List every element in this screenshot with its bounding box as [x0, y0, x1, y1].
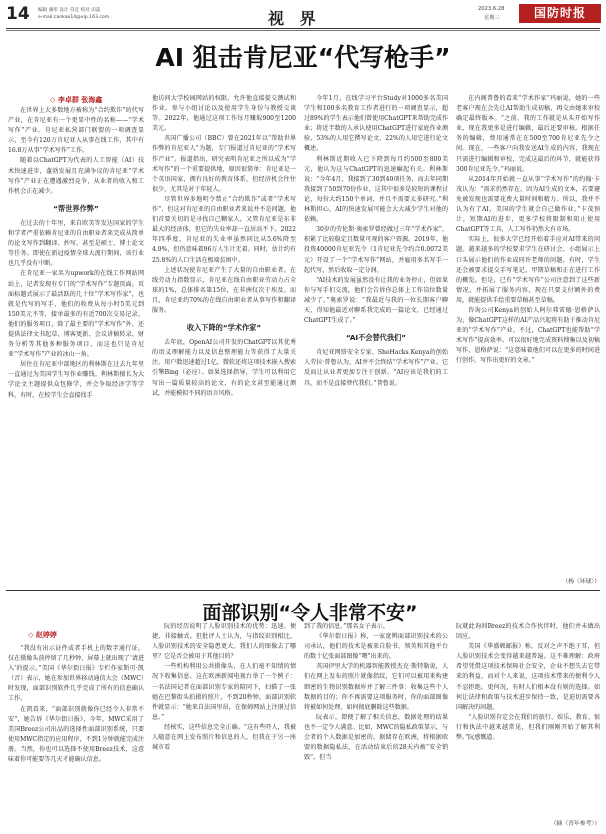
- paragraph: 在凯看来，“面部识别就像你已经令人非常不安”，她告诉《华尔街日报》，今年，MWC采用了美国Breez公司出品的选择性面部识别系统，只要使用MWC指定的应用程序，不到1分钟就能完成注册。当然，你也可以选择不使用Breez技术，这意味着你可能要等几天才能确认信息。: [8, 705, 144, 764]
- paragraph: 尽管世界多地明令禁止“合约欺诈”或者“学术写作”，但这对肯尼亚的自由职业者来说并不是问题，他们首要关切的是寻找自己糊家人。又管肯尼亚是东非最大的经济体，但它的失业率却一直居高不下。2022年四季度，肯尼亚的失业率虽然同比从5.6%降至4.9%，但仍意味着96万人生计无着。同时，估计约有25.8%的人口生活在极端贫困中。: [152, 195, 296, 264]
- paragraph: 在内阁普鲁的看来“学术作家”玛丽说，她的一些老客户现在会先让AI帮助生成初稿，再交由她来审校确定最终版本。“之前，我的工作就是从头开始写作业，现在我更多是进行编辑，最后还要审核。根据任务的编辑，费用通常在在500至700肯尼亚先令之间。现在，一些客户向我发送AI生成的内容，我现在只需进行编辑和审校，完成这最后的环节，就能获得300肯尼亚先令。”玛丽说。: [456, 95, 600, 173]
- email-line: e-mail:cankao14@vip.163.com: [38, 15, 110, 20]
- paragraph: 随着以ChatGPT为代表的人工智能（AI）技术快速进步，蓬勃发展且充满争议的肯尼亚“学术写作”产业正在遭遇激烈竞争，从业者的收入和工作机会正在减少。: [8, 157, 144, 195]
- article1-subheading-1: “帮世界作弊”: [53, 203, 99, 213]
- paragraph: 居住在肯尼亚中部地区的利林斯在过去九年里一直通过为美国学生写作业赚钱。利林斯擅长为大学论文主题提供众包修学，并会争取经济学等学科，有时，在校学生会直接找手: [8, 361, 144, 399]
- article1-headline: AI 狙击肯尼亚“代写枪手”: [155, 43, 451, 72]
- issue-date: 2023.6.28: [478, 6, 505, 12]
- paragraph: 去年底，OpenAI公司开发的ChatGPT以其优秀的语义理解能力以及信息整理能力等获得了大量关注，用户数迅速超过1亿，微软还将这项技术嵌入搜索引擎Bing（必应）。如果选择指导，学生可以利用它写出一篇质量较高的论文，有的论文甚至能通过测试，并能模拟不同的语言风格。: [152, 339, 296, 397]
- paragraph: 咨询公司Kenya的创始人阿尔弗雷德·恩格萨认为，像ChatGPT这样的AI产品兴起将有助于推动肯尼亚的“学术写作”产业。不过，ChatGPT也能帮助“学术写作”提高效率。可以很好地完成资料搜集以及初稿写作，恩格萨说：“这意味着他们可以在更多的时间进行创作，写作出更好的文章。”: [456, 306, 600, 365]
- paragraph: 阮表示，即便了解了相关信息，数据处理的结果也不一定令人满意。比如，MWC的隐私政策显示，与会者的个人数据是加密的，据储存在欧洲，将根据欧盟的数据隐私法，在活动结束后的28天内被“安全销毁”。但当: [304, 713, 448, 762]
- article2-column-3: [304, 622, 448, 830]
- article2-column-1: [8, 644, 144, 830]
- article2-column-2: [152, 622, 296, 830]
- article1-column-1: [8, 106, 144, 586]
- paragraph: 实际上，很多大学已经开始着手应对AI带来的问题。越来越多的学校要求学生在研讨会、小组展示上口头展示他们的作业或同许老师的问题。有时，学生还会被要求提交手写笔记，甲期草稿和正在进行工作的概览。但是，已有“学术写作”公司注意到了这些新情况，并拓展了服务内容，现在只要支付额外的费用，就能提供手绘重要草稿甚至草稿。: [456, 236, 600, 304]
- paragraph: 在世界上大多数地方被称为“合约欺诈”的代写产业，在肯尼亚有一个更显中性的名称——“学术写作”产业。肯尼亚私营部门联盟的一项调查显示，至今有120万肯尼亚人从事在线工作，其中有16.8万从事“学术写作”工作。: [8, 107, 144, 155]
- paragraph: 英国广播公司（BBC）曾在2021年以“帮助世界作弊的肯尼亚人”为题，专门报道过肯尼亚的“学术写作产业”。报道指出，研究表明肯尼亚之所以成为“学术写作”的一个重要提供地，原因很简单：肯尼亚是一个英语国家，拥有良好的教育体系，但经济机会往往很少，尤其是对于年轻人。: [152, 135, 296, 193]
- article1-byline: ◇ 李卓群 张海鑫: [50, 96, 103, 104]
- paragraph: 30岁的劳伦斯·奥索罗曾经做过三年“学术作家”，积累了比较稳定且数量可观的客户资源。2019年，他投资40000肯尼亚先令（1肯尼亚先令约合0.0072美元）开设了一个“学术写作”网站，并雇用多名写手一起代写，然后收取一定分润。: [304, 226, 448, 274]
- issue-weekday: 星期三: [484, 15, 500, 21]
- paragraph: 今年1月，在线学习平台Study对1000多名美国学生和100多名教育工作者进行的一项调查显示，超过89%的学生表示他们曾使用ChatGPT来帮助完成作业；将近半数的人承认使用ChatGPT进行家庭作业测验，53%的人用它撰写论文，22%的人用它进行论文概述。: [304, 95, 448, 153]
- article1-credit: （杨〈环球〉）: [562, 579, 600, 585]
- article2-credit: （摘〈青年参考〉）: [550, 821, 600, 827]
- paragraph: “人脸识别肯定会在我们的旅行、娱乐、教育、银行和执法中越来越常见，但我们刚刚开始了解其利弊。”阮感慨道。: [456, 713, 600, 742]
- article2-column-4: [456, 622, 600, 814]
- paragraph: 《华尔街日报》称，一家宽辨面部识别技术的公司承认，他们的技术是被来自脸书、领英和其他平台的数十亿张面部图像“喂”出来的。: [304, 633, 448, 661]
- paragraph: 从2014年开始就一直从事“学术写作”的约翰·卡茂认为：“需求仍然存在，因为AI生成的文本，若要避免被发现也需要花费大量时间和精力。所以，我并不认为有了AI，美国的学生就会自己做作业。”卡茂预计，短期AI的进步，更多学校将限制和阻止使用ChatGPT等工具，人工写作仍然大有市场。: [456, 175, 600, 234]
- paragraph: 在过去的十年里，来自欧美等发达国家的学生和学者严重依赖肯尼亚的自由职业者来完成从简单的论文写作到翻译、抄写，甚至是硕士、博士论文等任务。即使在新冠疫情全球大流行期间，该行业也几乎没有中断。: [8, 219, 144, 268]
- newspaper-logo: 国防时报: [519, 4, 601, 23]
- article2-headline: 面部识别“令人非常不安”: [202, 602, 418, 624]
- paragraph: “我没有出示证件或者手机上的数字通行证，仅在摄像头前停留了几秒钟，屏幕上就出现了‘请进入’的提示。”美国《华尔街日报》专栏作家斯可·凯（音）表示，她在参加世界移动通信大会（MWC）时发现，面部识别软件几乎完成了所有的信息确认工作。: [8, 645, 144, 703]
- paragraph: 在肯尼亚一家名为upwork的在线工作网站网站上，记者发现有专门的“学术写作”专题页面。页面标题式展示了最活跃的几十位“学术写作家”，也就是代写的写手，他们的收费从每小时5美元到150美元不等，接单最多的有近700次交易记录，他们的服务项目，除了最主要的“学术写作”外，还提供法律文书起草、博客更新、会议讲稿转录、财务分析等其他多种服务项目，而这也只是肯尼亚“学术写作”产业的冰山一角。: [8, 270, 144, 359]
- section-title: 视 界: [268, 9, 321, 28]
- paragraph: “AI技术的发展虽然没有让我的业务停止，但如果你与写手们交流，他们会告诉你总体上工作岗位数量减少了。”奥索罗说：“我最近与我的一位长期客户聊天，得知他最近对聊系我完成的一篇论文，已经通过ChatGPT生成了。”: [304, 276, 448, 325]
- paragraph: 利林斯近期收入已下降到每月约500至800美元，他认为这与ChatGPT的迅速崛起有关。利林斯说：“今年4月，我接到了30到40项任务，而去年同期我接到了50到70份作业，这其中很多是较短的课程讨论，每份大约150个单词，并且不需要太多研究。”利林斯担心，AI的快速发展可能会大大减少学生对他的依赖。: [304, 155, 448, 224]
- paragraph: 到了我的信息。”那名女子表示。: [304, 623, 389, 630]
- paragraph: 上述状况使肯尼亚产生了大量的自由职业者。在线劳动力指数显示，肯尼亚在线自由职业劳动力占全球的1%，总体排名第15位，在非洲仅次于埃及。而且，肯尼亚约70%的在线自由职业者从事写作和翻译服务。: [152, 266, 296, 314]
- header-rule-thin: [6, 30, 600, 31]
- article1-subheading-3: “AI不会替代我们”: [346, 333, 406, 343]
- article1-subheading-2: 收入下降的“学术作家”: [186, 323, 262, 333]
- paragraph: 经核实，这些信息完全正确。“这有些吓人，我被人随意在网上发布照片和信息的人，但我在于另一座城市看: [152, 723, 296, 752]
- paragraph: 美国《华盛顿邮报》称，反对之声不绝于耳，但人脸识别技术会变得越来越普遍。这不难理解：政府希望凭借这项技术保障社会安全，企业不想失去它带来的利益，而对个人来说，这项技术带来的便利令人不忍拒绝。更何况，有时人们根本没有则的选择。如何让法律和政策与技术进步保持一致，是迫切需要各国解决的问题。: [456, 643, 600, 711]
- paragraph: 他访问大学校园网站的权限，允许他直接提交测试和作业。参与小组讨论以及使用学生身份与教授交谈等。2022年，他通过这项工作每月赚取900至1200美元。: [152, 95, 296, 133]
- editor-line: 编辑 潘彤 设计 符宜 校对 田蕊: [38, 8, 101, 13]
- paragraph: 英国伊里大学的机器智能教授杰克·斯特勒说，人们在网上发布的照片就像指纹，它们可以被用来构建细密的生物识别数据库并了解三件事：收集这些个人数据的目的；你不再需要这项服务时，你的面部图像将被如何处理，如何彻底删除这些数据。: [304, 663, 448, 711]
- header-rule: [6, 28, 600, 29]
- article1-column-3: [304, 94, 448, 586]
- paragraph: 阮就此询问Breez的技术合作伙伴时，他们并未做出回应。: [456, 623, 600, 641]
- page-number: 14: [6, 4, 30, 24]
- article-divider: [6, 590, 600, 591]
- paragraph: 阮的经历说明了人脸识别技术的优势：迅速、便捷、非接触式。但批评人士认为，与指纹识别相比，人脸识别技术的安全隐患更大。我们人的图像去了哪里？它是否会被用于其他目的？: [152, 623, 296, 661]
- article2-byline: ◇ 赵婷婷: [28, 631, 57, 639]
- paragraph: 肯尼亚网络安全专家、SheHacks Kenya的创始人劳拉·普鲁认为，AI并不会终结“学术写作”产业。它反而让从业者更加专注于创新。“AI应该是我们的工具，而不是直接替代我们。”普鲁说。: [304, 349, 448, 387]
- article1-column-2: [152, 94, 296, 586]
- article1-column-4: [456, 94, 600, 574]
- paragraph: 一些机构利用公共摄像头，在人们毫不知情的情况下收集信息。这在欧洲新闻电视台举了一个例子：一名法国记者在面部识别专家的陪同下，扫描了一张她在巴黎街头拍摄的照片，不到20秒钟，面部识别软件就显示：“她来自法国里昂，在保姆网站上注册过信息。”: [152, 663, 296, 721]
